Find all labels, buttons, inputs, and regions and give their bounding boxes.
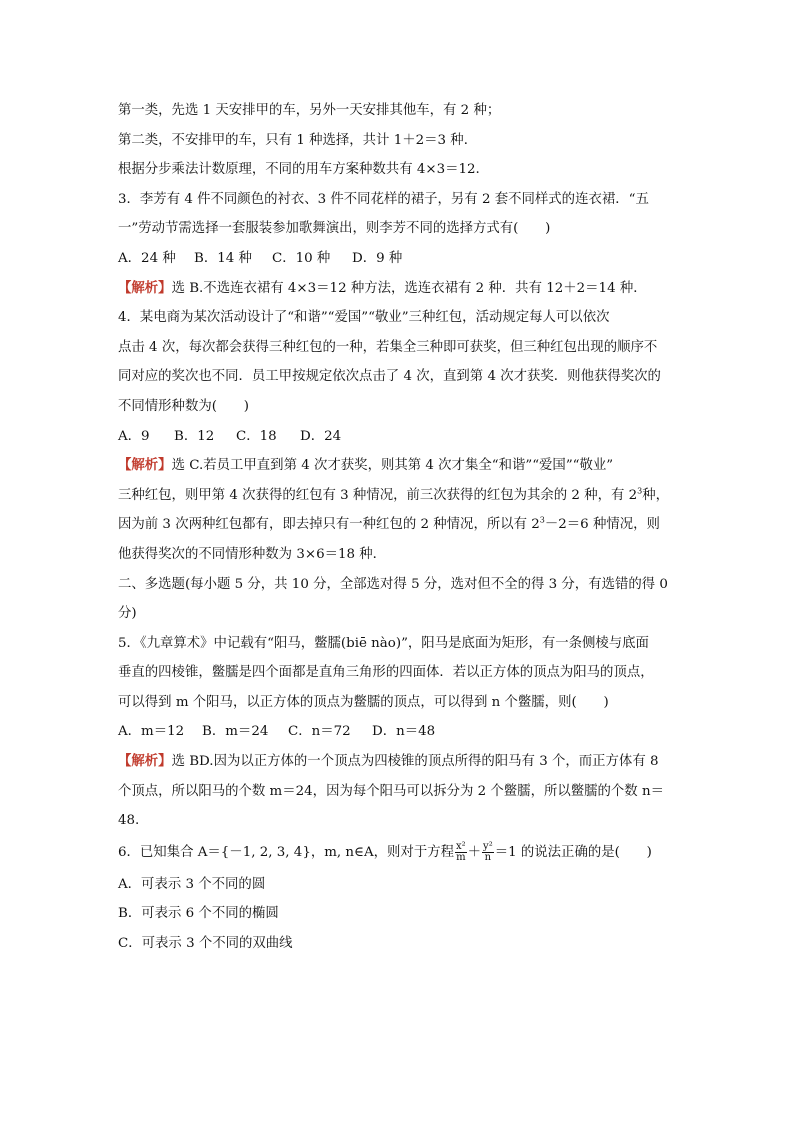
- question-4: [118, 303, 683, 569]
- analysis-line: [118, 481, 683, 511]
- options-row: [118, 422, 683, 452]
- section-heading: 二、多选题(每小题 5 分，共 10 分，全部选对得 5 分，选对但不全的得 3 分，有选错的得 0: [118, 576, 668, 592]
- option-d: D．24: [300, 428, 342, 444]
- analysis-line: 个顶点，所以阳马的个数 m＝24，因为每个阳马可以拆分为 2 个鳖臑，所以鳖臑的个数 n＝: [118, 783, 664, 799]
- question-stem: 垂直的四棱锥，鳖臑是四个面都是直角三角形的四面体．若以正方体的顶点为阳马的顶点，: [118, 665, 654, 681]
- text-line: 根据分步乘法计数原理，不同的用车方案种数共有 4×3＝12.: [118, 162, 480, 178]
- question-stem: [118, 836, 683, 870]
- fraction-x-over-m: $\frac{\text{x²}}{m}$: [456, 840, 466, 863]
- option-c: C．n＝72: [288, 724, 351, 740]
- stem-text: 6．已知集合 A＝{－1, 2, 3, 4}，m, n∈A，则对于方程: [118, 844, 454, 860]
- analysis-tag: 【解析】: [118, 279, 172, 296]
- option-c: C．18: [236, 428, 277, 444]
- option-b: B．14 种: [194, 250, 252, 266]
- analysis-line: 他获得奖次的不同情形种数为 3×6＝18 种．: [118, 546, 387, 562]
- question-5: [118, 629, 683, 836]
- plus-sign: ＋: [467, 844, 482, 860]
- analysis-text: 种，: [642, 487, 670, 503]
- option-a: A．m＝12: [118, 724, 185, 740]
- option-a: A．可表示 3 个不同的圆: [118, 876, 266, 892]
- analysis-tag: 【解析】: [118, 457, 172, 474]
- question-stem: 3．李芳有 4 件不同颜色的衬衣、3 件不同花样的裙子，另有 2 套不同样式的连衣裙．“五: [118, 191, 649, 207]
- analysis-text: 因为前 3 次两种红包都有，即去掉只有一种红包的 2 种情况，所以有 2: [118, 517, 540, 533]
- question-6: [118, 836, 683, 959]
- option-a: A．9: [118, 428, 150, 444]
- exponent: 3: [539, 515, 545, 525]
- option-d: D．n＝48: [372, 724, 436, 740]
- analysis-text: 三种红包，则甲第 4 次获得的红包有 3 种情况，前三次获得的红包为其余的 2 种，有 2: [118, 487, 638, 503]
- question-stem: 4．某电商为某次活动设计了“和谐”“爱国”“敬业”三种红包，活动规定每人可以依次: [118, 310, 610, 326]
- option-c: C．可表示 3 个不同的双曲线: [118, 936, 293, 952]
- question-stem: 一”劳动节需选择一套服装参加歌舞演出，则李芳不同的选择方式有( ): [118, 221, 551, 237]
- analysis-tag: 【解析】: [118, 753, 172, 770]
- question-3: [118, 185, 683, 303]
- document-content: [118, 96, 683, 959]
- option-c: C．10 种: [272, 250, 331, 266]
- question-stem: 可以得到 m 个阳马，以正方体的顶点为鳖臑的顶点，可以得到 n 个鳖臑，则( ): [118, 694, 609, 710]
- options-row: [118, 244, 683, 274]
- options-row: [118, 717, 683, 747]
- analysis: [118, 747, 683, 777]
- question-stem: 5．《九章算术》中记载有“阳马，鳖臑(biē nào)”，阳马是底面为矩形，有一条侧棱与底面: [118, 635, 649, 651]
- section-multi-choice: [118, 570, 683, 629]
- option-a: A．24 种: [118, 250, 176, 266]
- section-heading: 分): [118, 606, 137, 622]
- question-stem: 点击 4 次，每次都会获得三种红包的一种，若集全三种即可获奖，但三种红包出现的顺序不: [118, 339, 658, 355]
- analysis-text: 选 B.不选连衣裙有 4×3＝12 种方法，选连衣裙有 2 种．共有 12＋2＝14 种．: [171, 280, 647, 296]
- option-b: B．12: [174, 428, 215, 444]
- text-line: 第二类，不安排甲的车，只有 1 种选择，共计 1＋2＝3 种．: [118, 132, 478, 148]
- stem-text: ＝1 的说法正确的是( ): [494, 844, 652, 860]
- fraction-y-over-n: $\frac{\text{y²}}{n}$: [483, 840, 493, 863]
- exponent: 3: [637, 486, 643, 496]
- analysis-line: [118, 510, 683, 540]
- option-b: B．m＝24: [202, 724, 269, 740]
- option-d: D．9 种: [352, 250, 403, 266]
- analysis-text: 选 BD.因为以正方体的一个顶点为四棱锥的顶点所得的阳马有 3 个，而正方体有 8: [171, 754, 659, 770]
- analysis: [118, 274, 683, 304]
- question-stem: 同对应的奖次也不同．员工甲按规定依次点击了 4 次，直到第 4 次才获奖．则他获得奖次的: [118, 369, 661, 385]
- analysis: [118, 451, 683, 481]
- option-b: B．可表示 6 个不同的椭圆: [118, 906, 279, 922]
- analysis-text: 选 C.若员工甲直到第 4 次才获奖，则其第 4 次才集全“和谐”“爱国”“敬业”: [171, 458, 614, 474]
- question-stem: 不同情形种数为( ): [118, 398, 249, 414]
- analysis-line: 48.: [118, 813, 140, 829]
- text-line: 第一类，先选 1 天安排甲的车，另外一天安排其他车，有 2 种；: [118, 103, 501, 118]
- analysis-text: －2＝6 种情况，则: [544, 517, 660, 533]
